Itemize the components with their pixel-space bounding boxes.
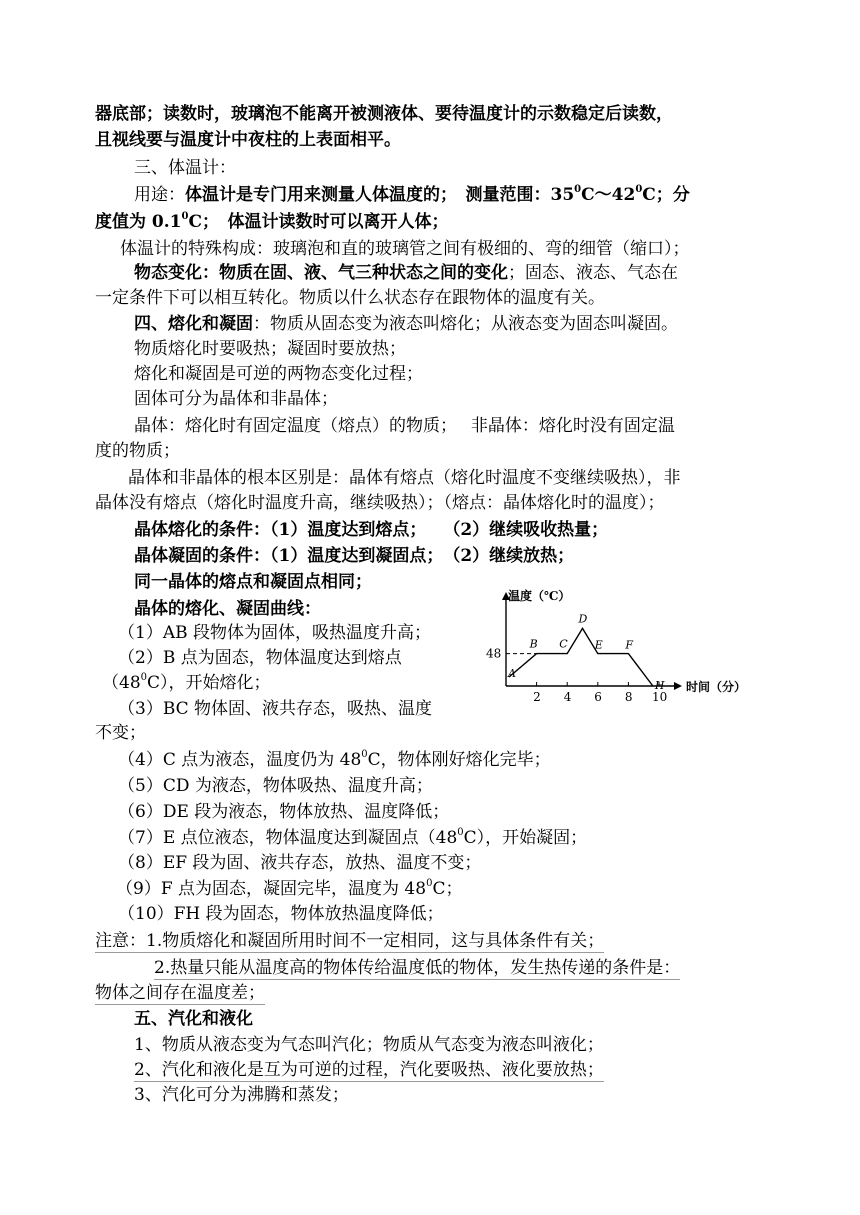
text-segment: 1、物质从液态变为气态叫汽化；物质从气态变为液态叫液化； [134, 1035, 604, 1055]
text-segment: C），开始凝固； [463, 828, 588, 848]
text-line [118, 773, 433, 799]
text-line [134, 517, 608, 543]
text-line [118, 799, 449, 825]
text-line [95, 720, 146, 746]
x-axis-label: 时间（分） [686, 680, 747, 694]
text-line [118, 620, 431, 646]
superscript: 0 [361, 749, 368, 760]
text-line [134, 413, 675, 439]
text-segment: （7）E 点位液态，物体温度达到凝固点（48 [118, 828, 458, 848]
text-segment: 用途： [134, 185, 185, 205]
text-segment: 同一晶体的熔点和凝固点相同； [134, 572, 372, 592]
text-segment: 注意：1.物质熔化和凝固所用时间不一定相同，这与具体条件有关； [95, 931, 605, 951]
text-segment: （10）FH 段为固态，物体放热温度降低； [118, 904, 444, 924]
text-segment: 体温计的特殊构成：玻璃泡和直的玻璃管之间有极细的、弯的细管（缩口）； [120, 239, 690, 259]
superscript: 0 [635, 184, 643, 195]
text-segment: 且视线要与温度计中夜柱的上表面相平。 [95, 130, 401, 150]
superscript: 0 [457, 827, 464, 838]
text-line [134, 1082, 349, 1108]
point-label: E [594, 638, 603, 652]
text-segment: 物态变化：物质在固、液、气三种状态之间的变化 [134, 263, 508, 283]
text-line [134, 543, 574, 569]
text-line [118, 901, 444, 927]
text-segment: 固体可分为晶体和非晶体； [134, 389, 338, 409]
x-tick-label: 10 [652, 690, 668, 704]
text-segment: （5）CD 为液态，物体吸热、温度升高； [118, 776, 433, 796]
text-segment: 度值为 0.1 [95, 212, 182, 232]
text-segment: 物体之间存在温度差； [95, 983, 265, 1003]
superscript: 0 [181, 211, 189, 222]
text-segment: （8）EF 段为固、液共存态，放热、温度不变； [118, 853, 482, 873]
text-line [134, 1057, 604, 1083]
text-segment: C），开始熔化； [147, 673, 271, 693]
text-line [134, 155, 236, 181]
text-line [118, 747, 551, 773]
text-line [95, 101, 673, 127]
text-line [154, 955, 680, 981]
text-segment: 体温计是专门用来测量人体温度的； 测量范围：35 [185, 185, 575, 205]
text-line [134, 1032, 604, 1058]
x-tick-label: 6 [594, 690, 602, 704]
text-segment: （48 [102, 673, 141, 693]
text-segment: 熔化和凝固是可逆的两物态变化过程； [134, 364, 423, 384]
superscript: 0 [426, 878, 433, 889]
text-line [134, 311, 678, 337]
text-line [95, 928, 604, 954]
melting-solidification-curve [484, 582, 747, 704]
text-segment: 物质熔化时要吸热；凝固时要放热； [134, 339, 406, 359]
text-segment: C；分 [642, 185, 690, 205]
text-segment: 四、熔化和凝固 [134, 314, 253, 334]
x-tick-label: 8 [624, 690, 633, 704]
text-segment: （4）C 点为液态，温度仍为 48 [118, 750, 362, 770]
text-line [102, 670, 271, 696]
text-segment: ；固态、液态、气态在 [508, 263, 678, 283]
text-segment: 三、体温计： [134, 158, 236, 178]
point-label: F [625, 638, 634, 652]
point-label: H [654, 679, 665, 692]
text-line [95, 209, 449, 235]
text-segment: 晶体没有熔点（熔化时温度升高，继续吸热）；（熔点：晶体熔化时的温度）； [95, 493, 665, 513]
text-segment: 晶体和非晶体的根本区别是：晶体有熔点（熔化时温度不变继续吸热），非 [128, 468, 681, 488]
text-line [118, 696, 432, 722]
text-segment: 五、汽化和液化 [134, 1009, 253, 1029]
text-line [120, 236, 690, 262]
text-line [134, 182, 690, 208]
x-tick-label: 2 [533, 690, 541, 704]
text-segment: 一定条件下可以相互转化。物质以什么状态存在跟物体的温度有关。 [95, 288, 605, 308]
point-label: C [559, 637, 568, 651]
text-segment: C，物体刚好熔化完毕； [367, 750, 551, 770]
text-segment: 3、汽化可分为沸腾和蒸发； [134, 1085, 349, 1105]
text-line [95, 285, 605, 311]
text-line [134, 260, 678, 286]
text-segment: 晶体凝固的条件：（1）温度达到凝固点； （2）继续放热； [134, 546, 575, 566]
point-label: B [529, 637, 538, 651]
text-segment: 2、汽化和液化是互为可逆的过程，汽化要吸热、液化要放热； [134, 1060, 604, 1080]
text-segment: （1）AB 段物体为固体，吸热温度升高； [118, 623, 431, 643]
text-segment: C； [432, 879, 463, 899]
text-segment: 不变； [95, 723, 146, 743]
text-segment: （2）B 点为固态，物体温度达到熔点 [118, 648, 402, 668]
text-line [128, 465, 681, 491]
text-line [134, 386, 338, 412]
text-segment: C～42 [581, 185, 636, 205]
y-mark-label: 48 [486, 646, 502, 661]
point-label: D [578, 612, 588, 626]
text-line [134, 336, 406, 362]
text-line [95, 438, 180, 464]
text-line [118, 850, 481, 876]
text-line [134, 361, 423, 387]
y-axis-label: 温度（℃） [508, 589, 571, 603]
x-tick-label: 4 [563, 690, 572, 704]
text-line [134, 1006, 253, 1032]
text-line [118, 825, 587, 851]
text-line [116, 876, 462, 902]
text-line [95, 127, 401, 153]
text-segment: 晶体熔化的条件：（1）温度达到熔点； （2）继续吸收热量； [134, 520, 609, 540]
text-line [134, 596, 321, 622]
text-segment: 晶体的熔化、凝固曲线： [134, 599, 321, 619]
text-line [134, 569, 372, 595]
superscript: 0 [574, 184, 582, 195]
text-segment: ：物质从固态变为液态叫熔化；从液态变为固态叫凝固。 [253, 314, 678, 334]
text-segment: 度的物质； [95, 441, 180, 461]
superscript: 0 [140, 672, 148, 683]
text-segment: （9）F 点为固态，凝固完毕，温度为 48 [116, 879, 427, 899]
text-line [118, 645, 402, 671]
text-line [95, 490, 665, 516]
text-segment: 2.热量只能从温度高的物体传给温度低的物体，发生热传递的条件是： [154, 958, 681, 978]
point-label: A [508, 667, 517, 680]
text-segment: 晶体：熔化时有固定温度（熔点）的物质； 非晶体：熔化时没有固定温 [134, 416, 675, 436]
text-segment: C； 体温计读数时可以离开人体； [188, 212, 449, 232]
text-segment: 器底部；读数时，玻璃泡不能离开被测液体、要待温度计的示数稳定后读数， [95, 104, 673, 124]
text-line [95, 980, 265, 1006]
text-segment: （3）BC 物体固、液共存态，吸热、温度 [118, 699, 433, 719]
text-segment: （6）DE 段为液态，物体放热、温度降低； [118, 802, 450, 822]
